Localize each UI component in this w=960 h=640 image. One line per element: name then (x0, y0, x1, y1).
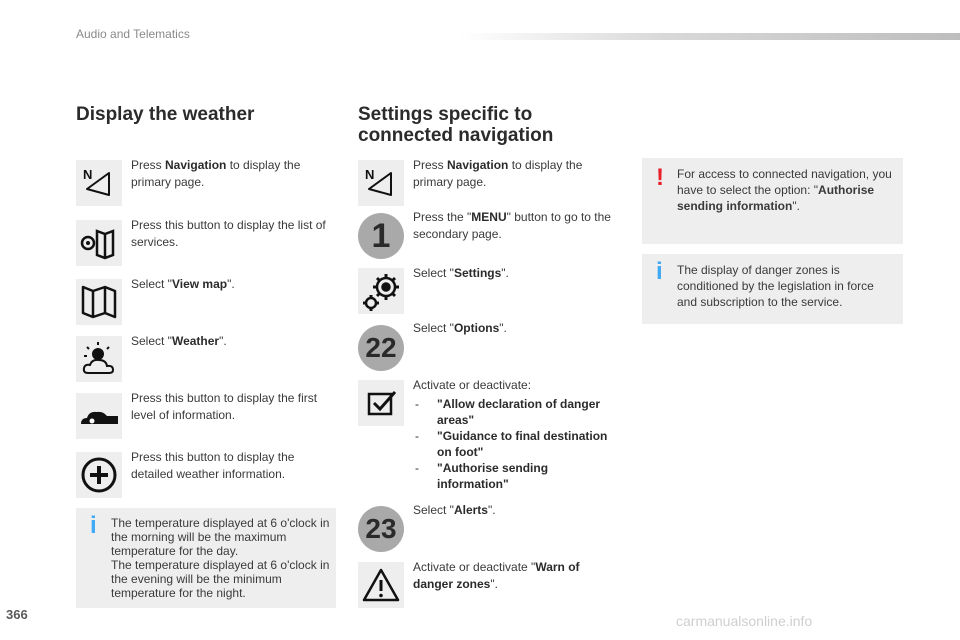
activate-options-list (413, 396, 623, 492)
info-icon: i (90, 512, 97, 539)
info-level-icon (76, 393, 122, 439)
weather-step-services: Press this button to display the list of services. (131, 218, 326, 249)
warning-note (642, 158, 903, 244)
settings-step-menu: Press the "MENU" button to go to the secondary page. (413, 210, 611, 241)
navigation-arrow-icon (76, 160, 122, 206)
weather-step-navigation: Press Navigation to display the primary page. (131, 158, 301, 189)
danger-zones-info-note (642, 254, 903, 324)
navigation-arrow-icon (358, 160, 404, 206)
checkbox-icon (358, 380, 404, 426)
weather-step-weather: Select "Weather". (131, 334, 227, 348)
weather-step-first-level: Press this button to display the first level of information. (131, 391, 318, 422)
activate-intro: Activate or deactivate: (413, 378, 532, 392)
watermark: carmanualsonline.info (676, 613, 813, 629)
map-view-icon (76, 279, 122, 325)
settings-step-alerts: Select "Alerts". (413, 503, 496, 517)
list-item: - "Authorise sending information" (415, 461, 549, 491)
warning-triangle-icon (358, 562, 404, 608)
settings-step-navigation: Press Navigation to display the primary page. (413, 158, 583, 189)
settings-gear-icon (358, 268, 404, 314)
weather-step-detailed: Press this button to display the detailed weather information. (131, 450, 295, 481)
list-item: - "Allow declaration of danger areas" (415, 397, 601, 427)
weather-step-view-map: Select "View map". (131, 277, 235, 291)
connected-nav-title: Settings specific to connected navigation (358, 104, 554, 146)
services-list-icon (76, 220, 122, 266)
settings-step-settings: Select "Settings". (413, 266, 509, 280)
settings-step-danger: Activate or deactivate "Warn of danger zones". (413, 560, 580, 591)
settings-step-options: Select "Options". (413, 321, 507, 335)
temperature-info-text: The temperature displayed at 6 o'clock in the morning will be the maximum temperature for the day. The temperature displayed at 6 o'clock in the evening will be the minimum temperature for the night. (111, 516, 330, 600)
step-number-23: 23 (358, 506, 404, 552)
plus-detail-icon (76, 452, 122, 498)
weather-icon (76, 336, 122, 382)
header-divider (460, 33, 960, 40)
section-header: Audio and Telematics (76, 27, 190, 41)
info-icon: i (656, 258, 663, 285)
weather-section-title: Display the weather (76, 104, 255, 125)
step-number-22: 22 (358, 325, 404, 371)
svg-text:N: N (365, 167, 375, 182)
svg-text:N: N (83, 167, 93, 182)
temperature-info-note (76, 508, 336, 608)
danger-zones-info-text: The display of danger zones is conditioned by the legislation in force and subscription to the service. (677, 263, 874, 309)
list-item: - "Guidance to final destination on foot" (415, 429, 608, 459)
page-number: 366 (6, 607, 28, 622)
step-number-1: 1 (358, 213, 404, 259)
warning-icon: ! (656, 164, 664, 191)
warning-note-text: For access to connected navigation, you have to select the option: "Authorise sending information". (677, 167, 892, 213)
